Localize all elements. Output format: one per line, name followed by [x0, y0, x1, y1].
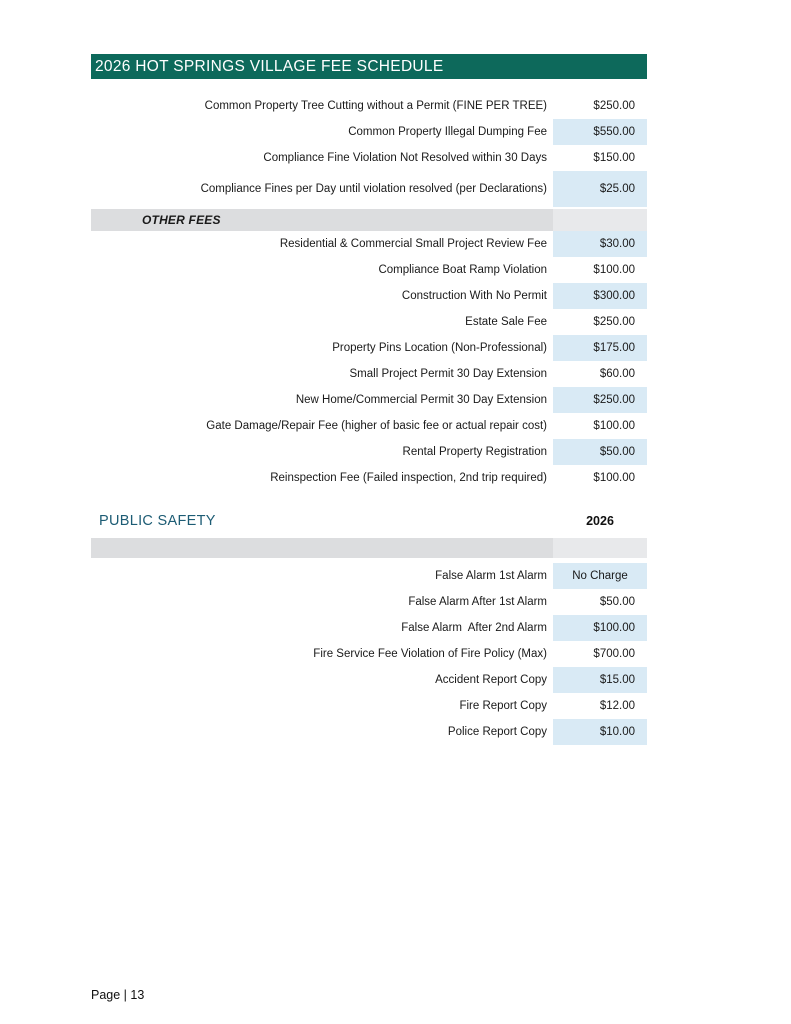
fee-row	[91, 693, 647, 719]
fee-label: Residential & Commercial Small Project Review Fee	[279, 238, 547, 250]
public-safety-year: 2026	[586, 514, 614, 528]
fee-row	[91, 231, 647, 257]
fee-label: Compliance Boat Ramp Violation	[378, 264, 547, 276]
fee-row	[91, 335, 647, 361]
fee-row	[91, 641, 647, 667]
fee-row	[91, 589, 647, 615]
fee-label: Compliance Fines per Day until violation resolved (per Declarations)	[200, 183, 547, 195]
fee-label: Compliance Fine Violation Not Resolved within 30 Days	[263, 152, 547, 164]
fines-rows-other	[91, 231, 647, 491]
fee-value: $25.00	[553, 171, 647, 207]
fee-row	[91, 257, 647, 283]
fee-row	[91, 563, 647, 589]
fee-row	[91, 667, 647, 693]
fines-fee-table	[91, 93, 647, 491]
public-safety-fee-table	[91, 563, 647, 745]
fee-value: $50.00	[599, 596, 635, 608]
fee-label: Common Property Illegal Dumping Fee	[348, 126, 547, 138]
fee-label: False Alarm 1st Alarm	[435, 570, 547, 582]
fee-label: Police Report Copy	[447, 726, 547, 738]
gray-band-label-cell	[91, 538, 553, 558]
fee-value: $15.00	[553, 667, 647, 693]
fee-label: False Alarm After 1st Alarm	[408, 596, 547, 608]
fee-row	[91, 119, 647, 145]
fines-rows-top	[91, 93, 647, 207]
fee-value: $60.00	[599, 368, 635, 380]
fee-value: $250.00	[593, 100, 635, 112]
fee-value: $100.00	[593, 420, 635, 432]
fee-label: Construction With No Permit	[401, 290, 547, 302]
other-fees-section-row	[91, 209, 647, 231]
fee-value: $50.00	[553, 439, 647, 465]
fee-row	[91, 309, 647, 335]
fee-label: Estate Sale Fee	[465, 316, 547, 328]
fee-label: Accident Report Copy	[435, 674, 547, 686]
other-fees-section-label: OTHER FEES	[91, 209, 553, 231]
fee-value: $250.00	[553, 387, 647, 413]
other-fees-section-value-cell	[553, 209, 647, 231]
fee-row	[91, 439, 647, 465]
fee-label: Fire Report Copy	[459, 700, 547, 712]
fee-value: $175.00	[553, 335, 647, 361]
page-number-footer: Page | 13	[91, 988, 145, 1002]
fee-value: $700.00	[593, 648, 635, 660]
fee-label: False Alarm After 2nd Alarm	[401, 622, 547, 634]
fee-row	[91, 387, 647, 413]
fee-value: $100.00	[593, 264, 635, 276]
fee-value: $250.00	[593, 316, 635, 328]
fee-value: $550.00	[553, 119, 647, 145]
fee-value: $10.00	[553, 719, 647, 745]
gray-band-value-cell	[553, 538, 647, 558]
schedule-title: 2026 HOT SPRINGS VILLAGE FEE SCHEDULE	[95, 57, 444, 75]
fee-value: $30.00	[553, 231, 647, 257]
fee-row	[91, 465, 647, 491]
fee-label: Reinspection Fee (Failed inspection, 2nd trip required)	[270, 472, 547, 484]
fee-value: $100.00	[553, 615, 647, 641]
fee-row	[91, 283, 647, 309]
fee-label: New Home/Commercial Permit 30 Day Extension	[295, 394, 547, 406]
public-safety-heading-row	[91, 508, 647, 534]
fee-label: Rental Property Registration	[402, 446, 547, 458]
fee-value: $300.00	[553, 283, 647, 309]
fee-row	[91, 719, 647, 745]
fee-label: Fire Service Fee Violation of Fire Policy (Max)	[313, 648, 547, 660]
public-safety-title: PUBLIC SAFETY	[99, 513, 216, 529]
fee-label: Property Pins Location (Non-Professional)	[332, 342, 547, 354]
schedule-title-bar	[91, 54, 647, 79]
fee-row	[91, 361, 647, 387]
fee-value: $12.00	[599, 700, 635, 712]
fee-row	[91, 171, 647, 207]
public-safety-gray-band	[91, 538, 647, 558]
fee-row	[91, 93, 647, 119]
fee-value: $150.00	[593, 152, 635, 164]
fee-label: Small Project Permit 30 Day Extension	[349, 368, 547, 380]
fee-row	[91, 413, 647, 439]
fee-value: No Charge	[553, 563, 647, 589]
fee-value: $100.00	[593, 472, 635, 484]
fee-row	[91, 145, 647, 171]
fee-row	[91, 615, 647, 641]
fee-label: Common Property Tree Cutting without a Permit (FINE PER TREE)	[204, 100, 547, 112]
fee-label: Gate Damage/Repair Fee (higher of basic fee or actual repair cost)	[206, 420, 547, 432]
